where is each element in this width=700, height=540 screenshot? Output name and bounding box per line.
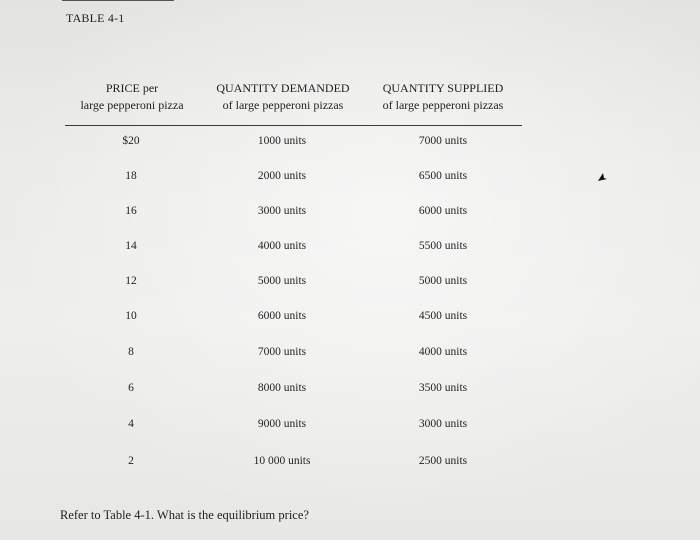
table-cell-supplied: 6000 units — [418, 205, 468, 217]
table-cell-price: 14 — [125, 240, 137, 252]
table-cell-demanded: 8000 units — [257, 382, 307, 394]
table-cell-supplied: 5500 units — [418, 240, 468, 252]
table-cell-supplied: 3000 units — [418, 418, 468, 430]
table-cell-price: 10 — [125, 310, 137, 322]
table-cell-demanded: 10 000 units — [253, 455, 311, 467]
table-cell-price: 12 — [125, 275, 137, 287]
table-cell-demanded: 6000 units — [257, 310, 307, 322]
mouse-pointer-icon — [596, 171, 608, 183]
column-header-supplied-line-1: QUANTITY SUPPLIED — [382, 81, 504, 95]
table-cell-demanded: 1000 units — [257, 135, 307, 147]
table-cell-supplied: 3500 units — [418, 382, 468, 394]
table-cell-supplied: 5000 units — [418, 275, 468, 287]
table-cell-supplied: 2500 units — [418, 455, 468, 467]
table-cell-demanded: 7000 units — [257, 346, 307, 358]
table-cell-price: 6 — [128, 382, 134, 394]
table-cell-price: 2 — [128, 455, 134, 467]
table-cell-price: 18 — [125, 170, 137, 182]
column-header-price-line-1: PRICE per — [105, 81, 159, 95]
table-cell-demanded: 5000 units — [257, 275, 307, 287]
table-cell-demanded: 4000 units — [257, 240, 307, 252]
table-cell-supplied: 7000 units — [418, 135, 468, 147]
table-cell-demanded: 2000 units — [257, 170, 307, 182]
column-header-demanded-line-2: of large pepperoni pizzas — [222, 98, 344, 112]
table-cell-demanded: 3000 units — [257, 205, 307, 217]
table-cell-price: 16 — [125, 205, 137, 217]
column-header-price-line-2: large pepperoni pizza — [80, 98, 184, 112]
table-cell-demanded: 9000 units — [257, 418, 307, 430]
table-cell-supplied: 4000 units — [418, 346, 468, 358]
column-header-demanded-line-1: QUANTITY DEMANDED — [216, 81, 350, 95]
question-text: Refer to Table 4-1. What is the equilibrium price? — [60, 508, 309, 522]
table-cell-price: $20 — [122, 135, 140, 147]
table-cell-price: 8 — [128, 346, 134, 358]
column-header-supplied-line-2: of large pepperoni pizzas — [382, 98, 504, 112]
table-cell-supplied: 6500 units — [418, 170, 468, 182]
table-title: TABLE 4-1 — [66, 11, 125, 25]
table-cell-supplied: 4500 units — [418, 310, 468, 322]
table-cell-price: 4 — [128, 418, 134, 430]
